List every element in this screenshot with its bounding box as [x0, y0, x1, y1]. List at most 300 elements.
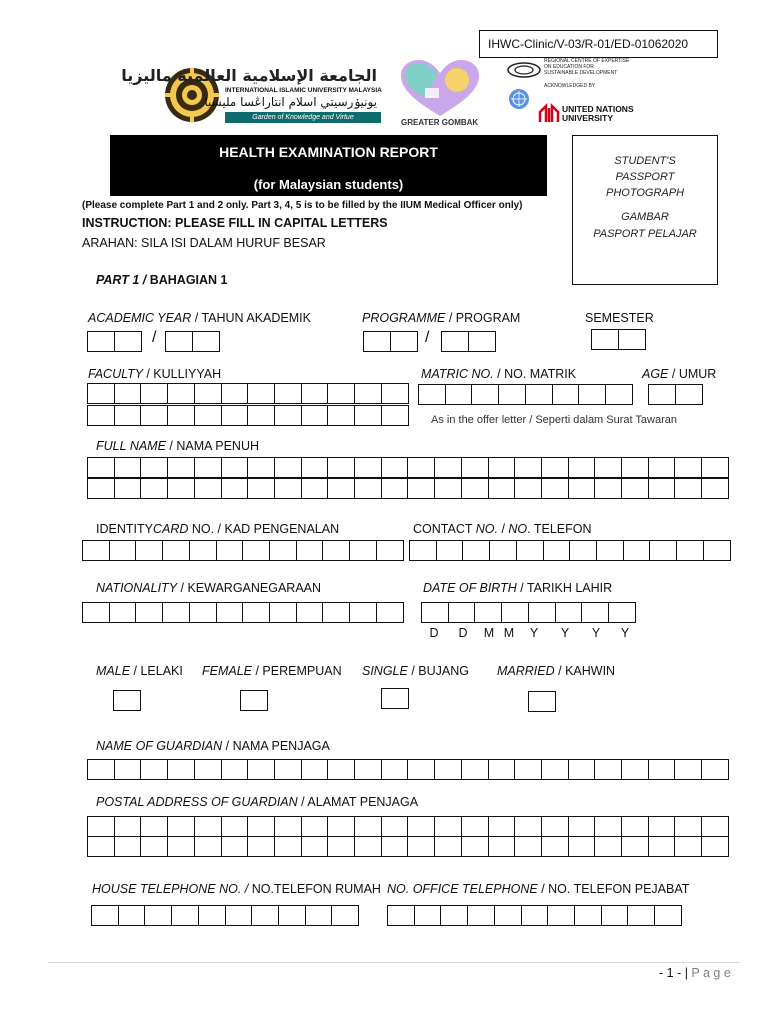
input-box[interactable] — [701, 457, 729, 478]
office-telephone-label: NO. OFFICE TELEPHONE / NO. TELEFON PEJABAT — [387, 882, 690, 896]
programme-start-boxes[interactable] — [363, 331, 418, 352]
input-box[interactable] — [474, 602, 502, 623]
input-box[interactable] — [601, 905, 629, 926]
input-box[interactable] — [194, 816, 222, 837]
input-box[interactable] — [109, 602, 137, 623]
input-box[interactable] — [331, 905, 359, 926]
input-box[interactable] — [114, 816, 142, 837]
input-box[interactable] — [578, 384, 606, 405]
input-box[interactable] — [247, 478, 275, 499]
input-box[interactable] — [701, 478, 729, 499]
input-box[interactable] — [296, 602, 324, 623]
input-box[interactable] — [167, 836, 195, 857]
input-box[interactable] — [494, 905, 522, 926]
input-box[interactable] — [541, 759, 569, 780]
male-checkbox[interactable] — [113, 690, 141, 711]
address-boxes-row-1[interactable] — [87, 816, 729, 837]
input-box[interactable] — [301, 836, 329, 857]
input-box[interactable] — [354, 478, 382, 499]
input-box[interactable] — [381, 759, 409, 780]
input-box[interactable] — [434, 457, 462, 478]
input-box[interactable] — [654, 905, 682, 926]
input-box[interactable] — [701, 836, 729, 857]
input-box[interactable] — [441, 331, 469, 352]
input-box[interactable] — [221, 457, 249, 478]
input-box[interactable] — [568, 816, 596, 837]
faculty-boxes-row-1[interactable] — [87, 383, 409, 404]
input-box[interactable] — [140, 759, 168, 780]
greater-gombak-logo — [397, 58, 487, 128]
input-box[interactable] — [194, 405, 222, 426]
unu-emblem-icon — [538, 104, 560, 124]
input-box[interactable] — [242, 602, 270, 623]
age-boxes[interactable] — [648, 384, 703, 405]
input-box[interactable] — [461, 457, 489, 478]
dob-format-letter: M — [483, 626, 495, 640]
input-box[interactable] — [327, 478, 355, 499]
input-box[interactable] — [296, 540, 324, 561]
input-box[interactable] — [440, 905, 468, 926]
semester-label: SEMESTER — [585, 311, 654, 325]
input-box[interactable] — [167, 759, 195, 780]
input-box[interactable] — [648, 457, 676, 478]
input-box[interactable] — [274, 457, 302, 478]
input-box[interactable] — [594, 836, 622, 857]
rce-line-1: REGIONAL CENTRE OF EXPERTISE — [544, 58, 630, 64]
input-box[interactable] — [247, 405, 275, 426]
input-box[interactable] — [269, 540, 297, 561]
input-box[interactable] — [221, 836, 249, 857]
ic-boxes[interactable] — [82, 540, 404, 561]
input-box[interactable] — [198, 905, 226, 926]
semester-boxes[interactable] — [591, 329, 646, 350]
input-box[interactable] — [434, 759, 462, 780]
input-box[interactable] — [407, 457, 435, 478]
input-box[interactable] — [247, 383, 275, 404]
input-box[interactable] — [621, 759, 649, 780]
part-1-ms: BAHAGIAN 1 — [146, 273, 228, 287]
input-box[interactable] — [274, 383, 302, 404]
input-box[interactable] — [82, 602, 110, 623]
input-box[interactable] — [488, 478, 516, 499]
arahan: ARAHAN: SILA ISI DALAM HURUF BESAR — [82, 236, 326, 250]
input-box[interactable] — [274, 836, 302, 857]
input-box[interactable] — [591, 329, 619, 350]
input-box[interactable] — [322, 602, 350, 623]
input-box[interactable] — [162, 540, 190, 561]
input-box[interactable] — [381, 383, 409, 404]
input-box[interactable] — [608, 602, 636, 623]
input-box[interactable] — [594, 457, 622, 478]
input-box[interactable] — [488, 457, 516, 478]
input-box[interactable] — [568, 457, 596, 478]
input-box[interactable] — [135, 602, 163, 623]
input-box[interactable] — [247, 457, 275, 478]
input-box[interactable] — [354, 383, 382, 404]
input-box[interactable] — [189, 602, 217, 623]
input-box[interactable] — [461, 816, 489, 837]
input-box[interactable] — [501, 602, 529, 623]
dob-format-letter: Y — [560, 626, 570, 640]
input-box[interactable] — [221, 478, 249, 499]
input-box[interactable] — [648, 836, 676, 857]
input-box[interactable] — [114, 836, 142, 857]
matric-label: MATRIC NO. / NO. MATRIK — [421, 367, 577, 381]
input-box[interactable] — [301, 457, 329, 478]
input-box[interactable] — [167, 478, 195, 499]
input-box[interactable] — [468, 331, 496, 352]
input-box[interactable] — [568, 478, 596, 499]
input-box[interactable] — [581, 602, 609, 623]
footer-divider — [48, 962, 740, 963]
input-box[interactable] — [167, 405, 195, 426]
input-box[interactable] — [363, 331, 391, 352]
single-checkbox[interactable] — [381, 688, 409, 709]
input-box[interactable] — [194, 836, 222, 857]
input-box[interactable] — [703, 540, 731, 561]
input-box[interactable] — [514, 759, 542, 780]
input-box[interactable] — [552, 384, 580, 405]
input-box[interactable] — [225, 905, 253, 926]
input-box[interactable] — [162, 602, 190, 623]
input-box[interactable] — [675, 384, 703, 405]
iium-english-name: INTERNATIONAL ISLAMIC UNIVERSITY MALAYSIA — [225, 87, 382, 94]
married-label: MARRIED / KAHWIN — [497, 664, 616, 678]
input-box[interactable] — [192, 331, 220, 352]
input-box[interactable] — [140, 478, 168, 499]
input-box[interactable] — [247, 836, 275, 857]
input-box[interactable] — [498, 384, 526, 405]
input-box[interactable] — [547, 905, 575, 926]
input-box[interactable] — [594, 478, 622, 499]
matric-hint: As in the offer letter / Seperti dalam Surat Tawaran — [431, 414, 678, 426]
photo-label-2: PASSPORT — [615, 171, 675, 183]
full-name-boxes-row-2[interactable] — [87, 478, 729, 499]
input-box[interactable] — [471, 384, 499, 405]
female-checkbox[interactable] — [240, 690, 268, 711]
input-box[interactable] — [649, 540, 677, 561]
input-box[interactable] — [594, 759, 622, 780]
document-code: IHWC-Clinic/V-03/R-01/ED-01062020 — [488, 37, 689, 51]
input-box[interactable] — [461, 478, 489, 499]
input-box[interactable] — [541, 478, 569, 499]
input-box[interactable] — [114, 405, 142, 426]
dob-format-letter: D — [458, 626, 468, 640]
dob-format-letter: Y — [591, 626, 601, 640]
input-box[interactable] — [140, 457, 168, 478]
input-box[interactable] — [114, 478, 142, 499]
input-box[interactable] — [621, 457, 649, 478]
input-box[interactable] — [118, 905, 146, 926]
input-box[interactable] — [247, 816, 275, 837]
input-box[interactable] — [407, 836, 435, 857]
input-box[interactable] — [568, 759, 596, 780]
input-box[interactable] — [674, 457, 702, 478]
input-box[interactable] — [674, 478, 702, 499]
input-box[interactable] — [462, 540, 490, 561]
dob-format-letter: Y — [620, 626, 630, 640]
input-box[interactable] — [301, 383, 329, 404]
academic-year-start-boxes[interactable] — [87, 331, 142, 352]
input-box[interactable] — [354, 759, 382, 780]
input-box[interactable] — [87, 457, 115, 478]
input-box[interactable] — [569, 540, 597, 561]
input-box[interactable] — [436, 540, 464, 561]
input-box[interactable] — [109, 540, 137, 561]
rce-line-3: SUSTAINABLE DEVELOPMENT — [544, 70, 618, 76]
input-box[interactable] — [461, 836, 489, 857]
input-box[interactable] — [434, 478, 462, 499]
nationality-label: NATIONALITY / KEWARGANEGARAAN — [96, 581, 322, 595]
input-box[interactable] — [327, 457, 355, 478]
full-name-boxes-row-1[interactable] — [87, 457, 729, 478]
input-box[interactable] — [82, 540, 110, 561]
input-box[interactable] — [674, 759, 702, 780]
input-box[interactable] — [167, 457, 195, 478]
input-box[interactable] — [114, 759, 142, 780]
input-box[interactable] — [216, 540, 244, 561]
contact-label: CONTACT NO. / NO. TELEFON — [413, 522, 592, 536]
input-box[interactable] — [251, 905, 279, 926]
matric-boxes[interactable] — [418, 384, 633, 405]
input-box[interactable] — [354, 816, 382, 837]
input-box[interactable] — [301, 405, 329, 426]
single-label: SINGLE / BUJANG — [362, 664, 469, 678]
input-box[interactable] — [167, 816, 195, 837]
nationality-boxes[interactable] — [82, 602, 404, 623]
input-box[interactable] — [301, 816, 329, 837]
input-box[interactable] — [87, 759, 115, 780]
iium-logo — [121, 66, 382, 126]
input-box[interactable] — [327, 816, 355, 837]
input-box[interactable] — [87, 836, 115, 857]
input-box[interactable] — [516, 540, 544, 561]
input-box[interactable] — [407, 478, 435, 499]
iium-arabic-name: الجامعة الإسلامية العالمية ماليزيا — [121, 66, 377, 85]
input-box[interactable] — [594, 816, 622, 837]
input-box[interactable] — [114, 457, 142, 478]
input-box[interactable] — [381, 816, 409, 837]
input-box[interactable] — [87, 478, 115, 499]
office-telephone-boxes[interactable] — [387, 905, 682, 926]
input-box[interactable] — [543, 540, 571, 561]
input-box[interactable] — [301, 478, 329, 499]
input-box[interactable] — [354, 405, 382, 426]
input-box[interactable] — [461, 759, 489, 780]
dob-format-letter: D — [429, 626, 439, 640]
input-box[interactable] — [189, 540, 217, 561]
report-title: HEALTH EXAMINATION REPORT — [219, 144, 438, 160]
input-box[interactable] — [242, 540, 270, 561]
input-box[interactable] — [525, 384, 553, 405]
input-box[interactable] — [674, 816, 702, 837]
input-box[interactable] — [568, 836, 596, 857]
dob-format — [421, 626, 639, 640]
input-box[interactable] — [528, 602, 556, 623]
input-box[interactable] — [194, 383, 222, 404]
input-box[interactable] — [555, 602, 583, 623]
programme-end-boxes[interactable] — [441, 331, 496, 352]
input-box[interactable] — [648, 478, 676, 499]
input-box[interactable] — [521, 905, 549, 926]
heart-icon — [397, 58, 483, 120]
faculty-boxes-row-2[interactable] — [87, 405, 409, 426]
faculty-label: FACULTY / KULLIYYAH — [88, 367, 222, 381]
input-box[interactable] — [409, 540, 437, 561]
input-box[interactable] — [574, 905, 602, 926]
married-checkbox[interactable] — [528, 691, 556, 712]
input-box[interactable] — [381, 478, 409, 499]
input-box[interactable] — [140, 836, 168, 857]
input-box[interactable] — [269, 602, 297, 623]
input-box[interactable] — [541, 816, 569, 837]
input-box[interactable] — [349, 602, 377, 623]
input-box[interactable] — [414, 905, 442, 926]
input-box[interactable] — [144, 905, 172, 926]
rce-globe-icon — [506, 60, 542, 80]
input-box[interactable] — [488, 836, 516, 857]
input-box[interactable] — [648, 816, 676, 837]
input-box[interactable] — [165, 331, 193, 352]
input-box[interactable] — [488, 816, 516, 837]
address-boxes-row-2[interactable] — [87, 836, 729, 857]
input-box[interactable] — [274, 478, 302, 499]
input-box[interactable] — [541, 836, 569, 857]
input-box[interactable] — [541, 457, 569, 478]
input-box[interactable] — [171, 905, 199, 926]
input-box[interactable] — [489, 540, 517, 561]
academic-year-end-boxes[interactable] — [165, 331, 220, 352]
photo-label-5: PASPORT PELAJAR — [593, 228, 697, 240]
input-box[interactable] — [448, 602, 476, 623]
dob-boxes[interactable] — [421, 602, 636, 623]
unu-line-1: UNITED NATIONS — [562, 104, 634, 114]
input-box[interactable] — [221, 383, 249, 404]
input-box[interactable] — [418, 384, 446, 405]
input-box[interactable] — [648, 759, 676, 780]
academic-year-slash: / — [152, 329, 157, 346]
input-box[interactable] — [87, 405, 115, 426]
input-box[interactable] — [114, 383, 142, 404]
input-box[interactable] — [87, 816, 115, 837]
input-box[interactable] — [274, 405, 302, 426]
input-box[interactable] — [381, 457, 409, 478]
input-box[interactable] — [390, 331, 418, 352]
input-box[interactable] — [467, 905, 495, 926]
input-box[interactable] — [407, 816, 435, 837]
input-box[interactable] — [216, 602, 244, 623]
input-box[interactable] — [87, 331, 115, 352]
input-box[interactable] — [381, 405, 409, 426]
input-box[interactable] — [407, 759, 435, 780]
input-box[interactable] — [274, 759, 302, 780]
input-box[interactable] — [514, 836, 542, 857]
input-box[interactable] — [140, 405, 168, 426]
guardian-boxes[interactable] — [87, 759, 729, 780]
input-box[interactable] — [349, 540, 377, 561]
un-emblem-icon — [508, 88, 530, 110]
iium-jawi-name: يونيۏرسيتي اسلام انتاراڠسا مليسيا — [204, 95, 377, 109]
input-box[interactable] — [445, 384, 473, 405]
address-label: POSTAL ADDRESS OF GUARDIAN / ALAMAT PENJAGA — [96, 795, 419, 809]
input-box[interactable] — [434, 836, 462, 857]
photo-label-3: PHOTOGRAPH — [605, 187, 685, 199]
passport-photo-box[interactable] — [572, 135, 718, 285]
input-box[interactable] — [354, 457, 382, 478]
iium-tagline-bar — [225, 112, 381, 123]
input-box[interactable] — [621, 478, 649, 499]
input-box[interactable] — [434, 816, 462, 837]
input-box[interactable] — [488, 759, 516, 780]
house-telephone-label: HOUSE TELEPHONE NO. / NO.TELEFON RUMAH — [92, 882, 381, 896]
input-box[interactable] — [140, 816, 168, 837]
input-box[interactable] — [376, 540, 404, 561]
input-box[interactable] — [621, 816, 649, 837]
input-box[interactable] — [167, 383, 195, 404]
input-box[interactable] — [354, 836, 382, 857]
iium-tagline: Garden of Knowledge and Virtue — [252, 114, 354, 121]
contact-boxes[interactable] — [409, 540, 731, 561]
academic-year-label: ACADEMIC YEAR / TAHUN AKADEMIK — [88, 311, 311, 325]
input-box[interactable] — [701, 816, 729, 837]
input-box[interactable] — [327, 383, 355, 404]
input-box[interactable] — [221, 405, 249, 426]
input-box[interactable] — [596, 540, 624, 561]
input-box[interactable] — [514, 478, 542, 499]
input-box[interactable] — [247, 759, 275, 780]
input-box[interactable] — [648, 384, 676, 405]
input-box[interactable] — [623, 540, 651, 561]
photo-label-4: GAMBAR — [621, 211, 669, 223]
input-box[interactable] — [278, 905, 306, 926]
input-box[interactable] — [327, 836, 355, 857]
input-box[interactable] — [387, 905, 415, 926]
age-label: AGE / UMUR — [642, 367, 717, 381]
input-box[interactable] — [701, 759, 729, 780]
input-box[interactable] — [327, 759, 355, 780]
input-box[interactable] — [194, 759, 222, 780]
input-box[interactable] — [627, 905, 655, 926]
input-box[interactable] — [676, 540, 704, 561]
input-box[interactable] — [381, 836, 409, 857]
input-box[interactable] — [221, 816, 249, 837]
input-box[interactable] — [322, 540, 350, 561]
input-box[interactable] — [621, 836, 649, 857]
input-box[interactable] — [221, 759, 249, 780]
input-box[interactable] — [376, 602, 404, 623]
input-box[interactable] — [327, 405, 355, 426]
input-box[interactable] — [140, 383, 168, 404]
input-box[interactable] — [674, 836, 702, 857]
input-box[interactable] — [605, 384, 633, 405]
input-box[interactable] — [135, 540, 163, 561]
dob-format-letter: M — [503, 626, 515, 640]
input-box[interactable] — [305, 905, 333, 926]
input-box[interactable] — [87, 383, 115, 404]
input-box[interactable] — [114, 331, 142, 352]
input-box[interactable] — [274, 816, 302, 837]
input-box[interactable] — [194, 457, 222, 478]
input-box[interactable] — [514, 457, 542, 478]
completion-note: (Please complete Part 1 and 2 only. Part 3, 4, 5 is to be filled by the IIUM Medical Officer only) — [82, 200, 523, 211]
input-box[interactable] — [514, 816, 542, 837]
input-box[interactable] — [421, 602, 449, 623]
input-box[interactable] — [301, 759, 329, 780]
input-box[interactable] — [194, 478, 222, 499]
input-box[interactable] — [618, 329, 646, 350]
input-box[interactable] — [91, 905, 119, 926]
house-telephone-boxes[interactable] — [91, 905, 359, 926]
